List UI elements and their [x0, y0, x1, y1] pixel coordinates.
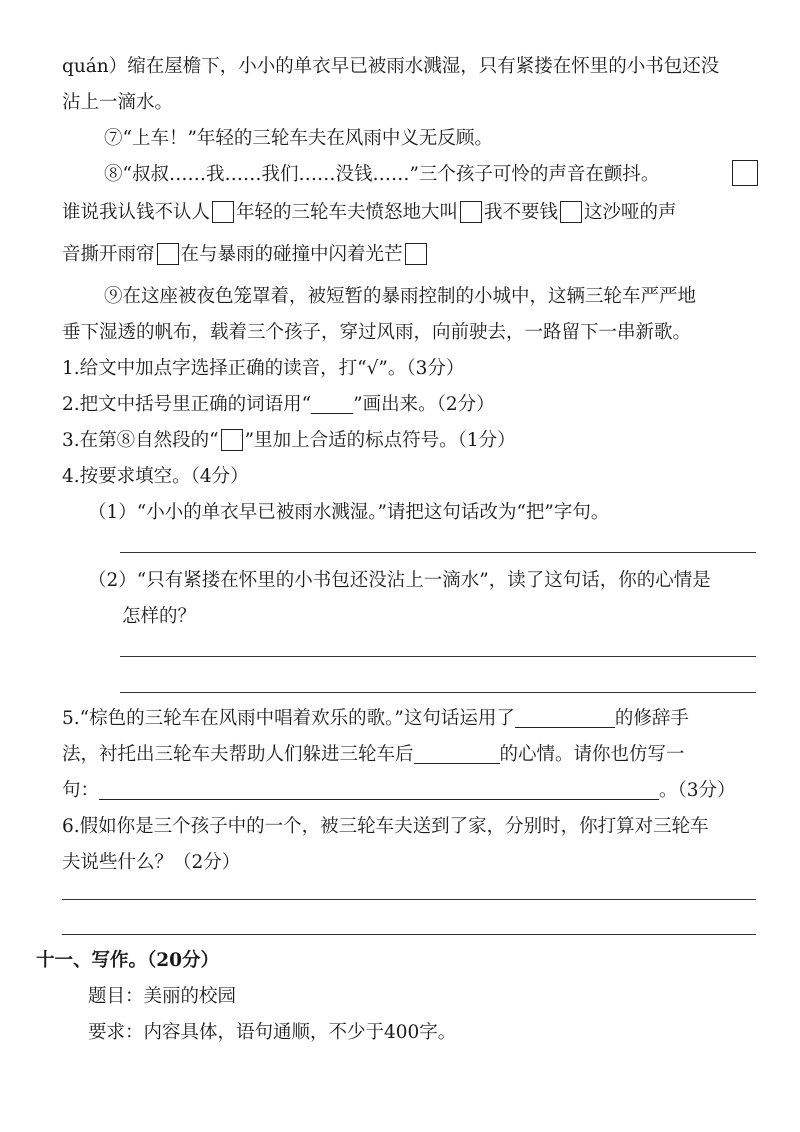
question-5-text-c: 法，衬托出三轮车夫帮助人们躲进三轮车后: [62, 744, 414, 765]
paragraph-8-line-2: [62, 198, 677, 228]
answer-line-q4-2b[interactable]: [120, 692, 756, 693]
writing-topic: 题目：美丽的校园: [88, 986, 237, 1007]
question-3-box-sample: [221, 429, 243, 451]
paragraph-8-text-4: 我不要钱: [484, 202, 559, 223]
question-2: [62, 390, 495, 420]
answer-line-q4-1[interactable]: [120, 552, 756, 553]
paragraph-8-text-7: 在与暴雨的碰撞中闪着光芒: [180, 244, 403, 265]
paragraph-8-line-3: [62, 240, 429, 270]
question-4: 4.按要求填空。（4分）: [62, 466, 249, 487]
paragraph-8-text-3: 年轻的三轮车夫愤怒地大叫: [236, 202, 459, 223]
question-5-line-1: [62, 704, 689, 734]
blank-q5-mood[interactable]: [414, 743, 500, 764]
paragraph-7: ⑦“上车！”年轻的三轮车夫在风雨中义无反顾。: [104, 128, 493, 149]
answer-line-q6-a[interactable]: [62, 899, 756, 900]
question-5-text-e: 句：: [62, 780, 100, 801]
blank-q5-rhetoric[interactable]: [515, 707, 615, 728]
paragraph-8-line-1: [104, 160, 659, 190]
punctuation-box-2[interactable]: [212, 201, 234, 223]
punctuation-box-3[interactable]: [460, 201, 482, 223]
question-5-text-b: 的修辞手: [614, 708, 689, 729]
paragraph-8-text-6: 音撕开雨帘: [62, 244, 155, 265]
question-6-line-1: 6.假如你是三个孩子中的一个，被三轮车夫送到了家，分别时，你打算对三轮车: [62, 816, 709, 837]
paragraph-9-line-2: 垂下湿透的帆布，载着三个孩子，穿过风雨，向前驶去，一路留下一串新歌。: [62, 322, 692, 343]
writing-requirement: 要求：内容具体，语句通顺，不少于400字。: [88, 1022, 457, 1043]
question-5-line-2: [62, 740, 685, 770]
question-3-text-a: 3.在第⑧自然段的“: [62, 430, 219, 451]
question-2-underline-sample: [311, 393, 353, 414]
question-5-line-3: [62, 776, 736, 806]
question-5-text-d: 的心情。请你也仿写一: [499, 744, 685, 765]
passage-line-2: 沾上一滴水。: [62, 92, 174, 113]
question-4-1: （1）“小小的单衣早已被雨水溅湿。”请把这句话改为“把”字句。: [88, 502, 610, 523]
passage-line-1: quán）缩在屋檐下，小小的单衣早已被雨水溅湿，只有紧搂在怀里的小书包还没: [62, 56, 720, 77]
paragraph-8-text-2: 谁说我认钱不认人: [62, 202, 211, 223]
answer-line-q6-b[interactable]: [62, 934, 756, 935]
question-3-text-b: ”里加上合适的标点符号。（1分）: [244, 430, 516, 451]
question-1: 1.给文中加点字选择正确的读音，打“√”。（3分）: [62, 358, 465, 379]
question-4-2-line-1: （2）“只有紧搂在怀里的小书包还没沾上一滴水”，读了这句话，你的心情是: [88, 570, 711, 591]
question-5-text-a: 5.“棕色的三轮车在风雨中唱着欢乐的歌。”这句话运用了: [62, 708, 515, 729]
punctuation-box-1[interactable]: [732, 160, 758, 186]
question-4-2-line-2: 怎样的？: [122, 606, 197, 627]
punctuation-box-5[interactable]: [157, 243, 179, 265]
question-2-text-a: 2.把文中括号里正确的词语用“: [62, 394, 312, 415]
paragraph-8-text-5: 这沙哑的声: [584, 202, 677, 223]
punctuation-box-4[interactable]: [560, 201, 582, 223]
punctuation-box-6[interactable]: [405, 243, 427, 265]
question-2-text-b: ”画出来。（2分）: [353, 394, 495, 415]
blank-q5-imitation[interactable]: [99, 779, 659, 800]
writing-heading: 十一、写作。（20分）: [36, 950, 219, 971]
question-6-line-2: 夫说些什么？（2分）: [62, 852, 241, 873]
paragraph-9-line-1: ⑨在这座被夜色笼罩着，被短暂的暴雨控制的小城中，这辆三轮车严严地: [104, 286, 697, 307]
question-5-text-f: 。（3分）: [659, 780, 736, 801]
question-3: [62, 426, 516, 456]
answer-line-q4-2a[interactable]: [120, 656, 756, 657]
paragraph-8-text-1: ⑧“叔叔……我……我们……没钱……”三个孩子可怜的声音在颤抖。: [104, 164, 660, 185]
